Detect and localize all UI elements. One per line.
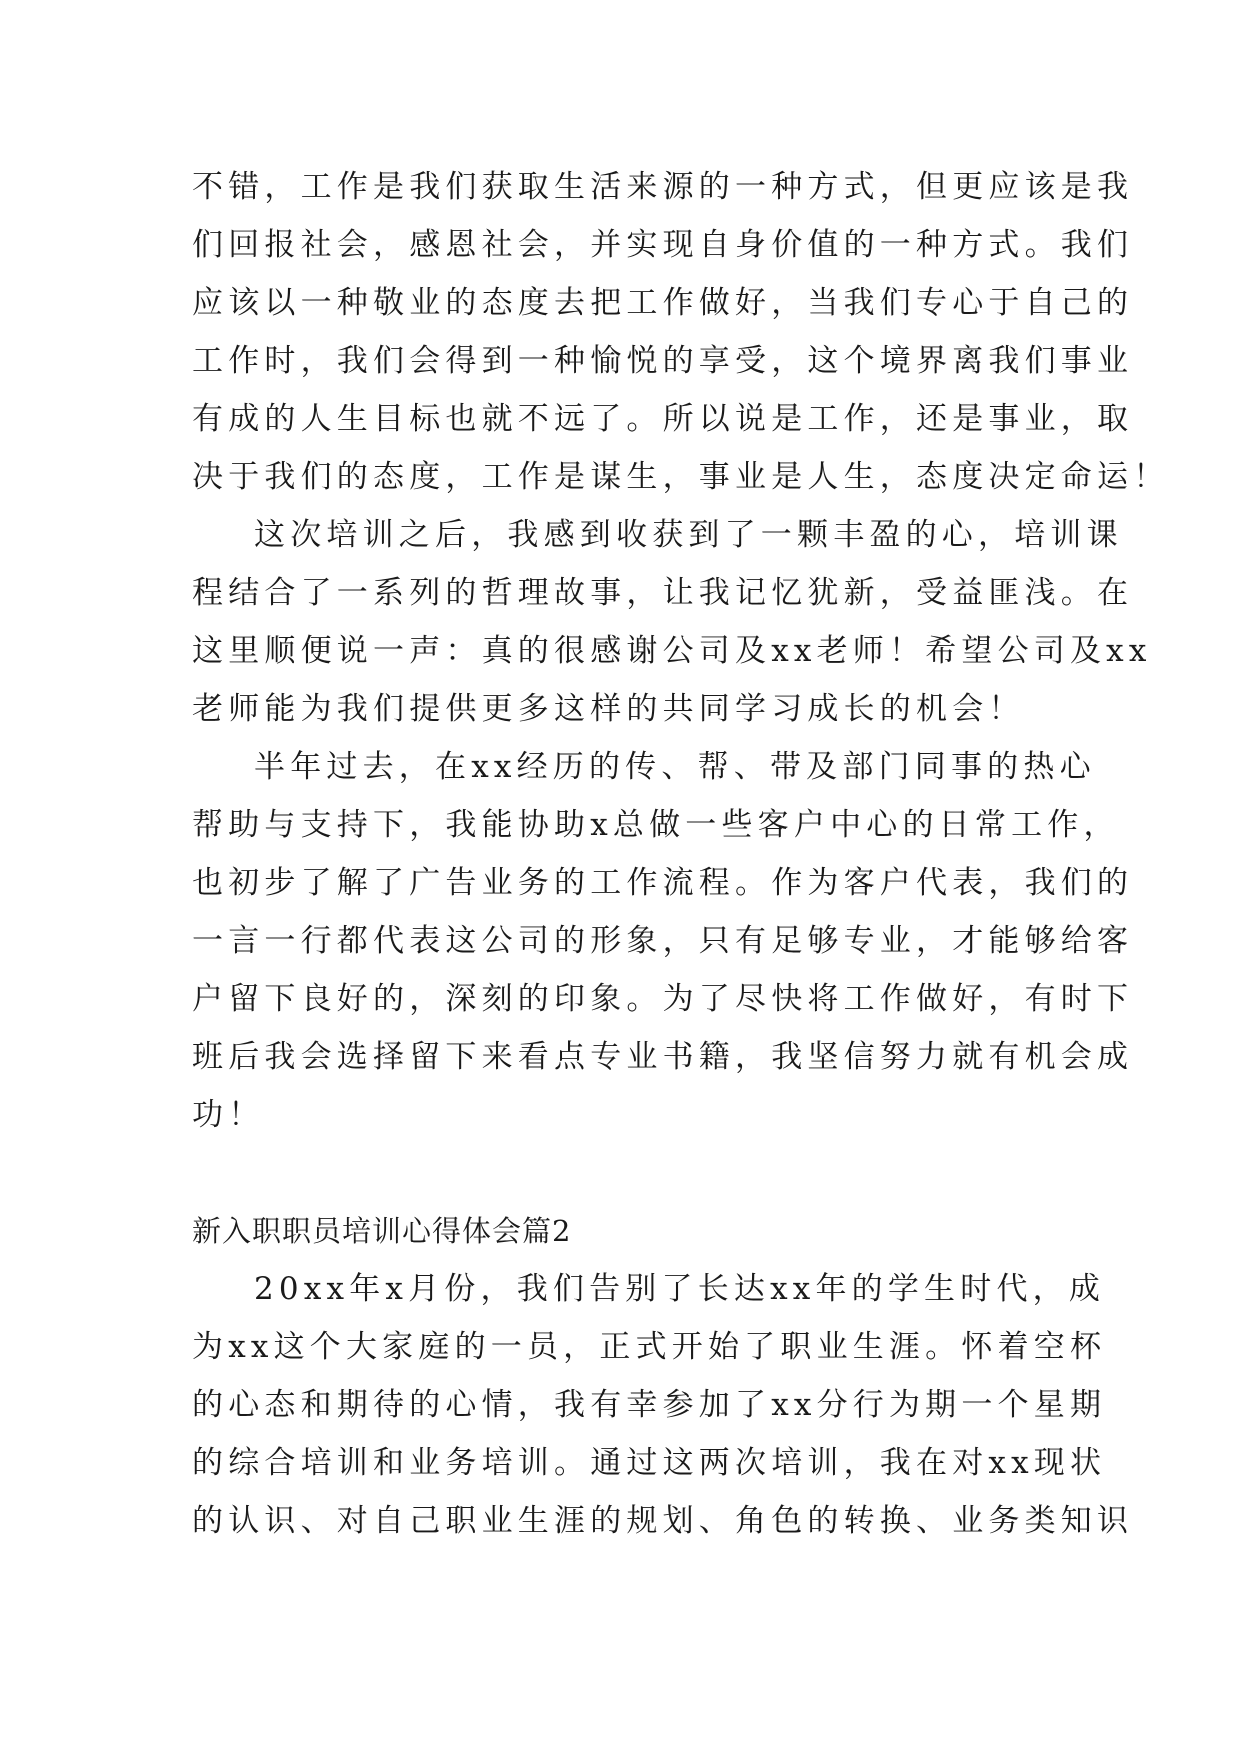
text-line: 班后我会选择留下来看点专业书籍，我坚信努力就有机会成 xyxy=(192,1039,1134,1075)
paragraph-2 xyxy=(192,506,1152,738)
text-line: 为xx这个大家庭的一员，正式开始了职业生涯。怀着空杯 xyxy=(192,1329,1107,1365)
text-line: 功！ xyxy=(192,1097,265,1133)
paragraph-3 xyxy=(192,738,1134,1144)
text-line: 工作时，我们会得到一种愉悦的享受，这个境界离我们事业 xyxy=(192,343,1134,379)
paragraph-4 xyxy=(192,1260,1134,1550)
document-body xyxy=(192,158,1170,1550)
text-line: 帮助与支持下，我能协助x总做一些客户中心的日常工作， xyxy=(192,807,1120,843)
text-line: 这次培训之后，我感到收获到了一颗丰盈的心，培训课 xyxy=(254,517,1123,553)
text-line: 程结合了一系列的哲理故事，让我记忆犹新，受益匪浅。在 xyxy=(192,575,1134,611)
text-line: 这里顺便说一声：真的很感谢公司及xx老师！希望公司及xx xyxy=(192,633,1152,669)
paragraph-1 xyxy=(192,158,1170,506)
section-heading: 新入职职员培训心得体会篇2 xyxy=(192,1214,572,1248)
text-line: 们回报社会，感恩社会，并实现自身价值的一种方式。我们 xyxy=(192,227,1134,263)
text-line: 20xx年x月份，我们告别了长达xx年的学生时代，成 xyxy=(254,1271,1106,1307)
text-line: 一言一行都代表这公司的形象，只有足够专业，才能够给客 xyxy=(192,923,1134,959)
text-line: 也初步了解了广告业务的工作流程。作为客户代表，我们的 xyxy=(192,865,1134,901)
text-line: 应该以一种敬业的态度去把工作做好，当我们专心于自己的 xyxy=(192,285,1134,321)
text-line: 老师能为我们提供更多这样的共同学习成长的机会！ xyxy=(192,691,1025,727)
text-line: 半年过去，在xx经历的传、帮、带及部门同事的热心 xyxy=(254,749,1096,785)
text-line: 有成的人生目标也就不远了。所以说是工作，还是事业，取 xyxy=(192,401,1134,437)
text-line: 的综合培训和业务培训。通过这两次培训，我在对xx现状 xyxy=(192,1445,1107,1481)
text-line: 的认识、对自己职业生涯的规划、角色的转换、业务类知识 xyxy=(192,1503,1134,1539)
text-line: 不错，工作是我们获取生活来源的一种方式，但更应该是我 xyxy=(192,169,1134,205)
text-line: 户留下良好的，深刻的印象。为了尽快将工作做好，有时下 xyxy=(192,981,1134,1017)
text-line: 的心态和期待的心情，我有幸参加了xx分行为期一个星期 xyxy=(192,1387,1107,1423)
text-line: 决于我们的态度，工作是谋生，事业是人生，态度决定命运！ xyxy=(192,459,1170,495)
